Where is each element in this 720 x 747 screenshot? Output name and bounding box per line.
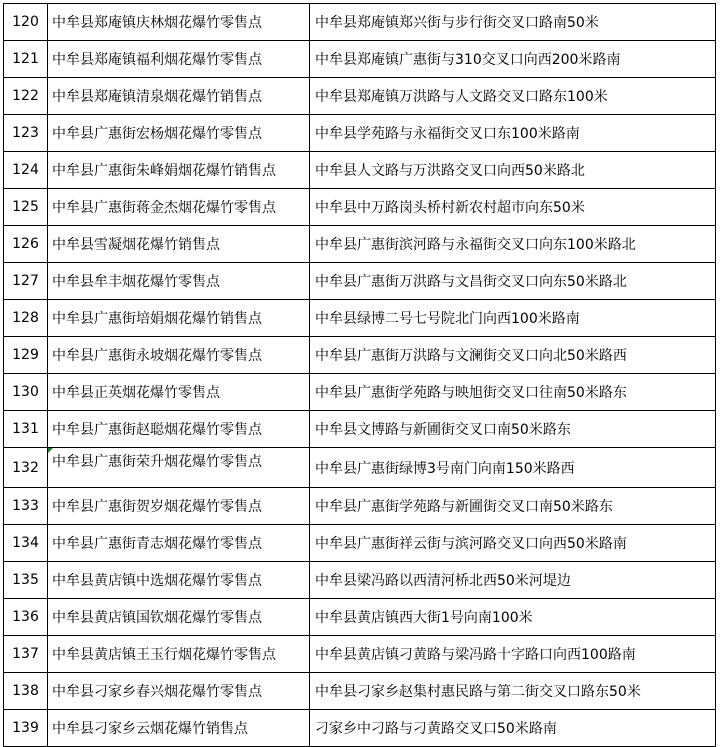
shop-address: 中牟县梁冯路以西清河桥北西50米河堤边 — [310, 562, 716, 599]
shop-address: 中牟县广惠街祥云街与滨河路交叉口向西50米路南 — [310, 525, 716, 562]
shop-name: 中牟县广惠街荣升烟花爆竹零售点 — [48, 448, 310, 488]
shop-name: 中牟县广惠街朱峰娟烟花爆竹销售点 — [48, 152, 310, 189]
shop-address: 中牟县广惠街万洪路与文昌街交叉口向东50米路北 — [310, 263, 716, 300]
shop-address: 中牟县广惠街绿博3号南门向南150米路西 — [310, 448, 716, 488]
shop-address: 中牟县刁家乡赵集村惠民路与第二街交叉口路东50米 — [310, 673, 716, 710]
shop-name: 中牟县郑庵镇福利烟花爆竹零售点 — [48, 41, 310, 78]
table-row — [4, 115, 716, 152]
table-row — [4, 374, 716, 411]
table-row — [4, 41, 716, 78]
shop-name: 中牟县广惠街赵聪烟花爆竹零售点 — [48, 411, 310, 448]
shop-name: 中牟县黄店镇王玉行烟花爆竹零售点 — [48, 636, 310, 673]
table-row — [4, 525, 716, 562]
row-number: 126 — [4, 226, 48, 263]
shop-address: 中牟县广惠街万洪路与文澜街交叉口向北50米路西 — [310, 337, 716, 374]
shop-name: 中牟县雪凝烟花爆竹销售点 — [48, 226, 310, 263]
shop-name: 中牟县郑庵镇庆林烟花爆竹零售点 — [48, 4, 310, 41]
shop-name: 中牟县正英烟花爆竹零售点 — [48, 374, 310, 411]
shop-address: 刁家乡中刁路与刁黄路交叉口50米路南 — [310, 710, 716, 747]
shop-name: 中牟县广惠街蒋金杰烟花爆竹零售点 — [48, 189, 310, 226]
row-number: 128 — [4, 300, 48, 337]
table-row — [4, 152, 716, 189]
table-row — [4, 411, 716, 448]
table-row — [4, 226, 716, 263]
row-number: 120 — [4, 4, 48, 41]
shop-address: 中牟县学苑路与永福街交叉口东100米路南 — [310, 115, 716, 152]
table-row — [4, 599, 716, 636]
table-row — [4, 636, 716, 673]
table-row — [4, 562, 716, 599]
shop-address: 中牟县郑庵镇万洪路与人文路交叉口路东100米 — [310, 78, 716, 115]
row-number: 138 — [4, 673, 48, 710]
row-number: 136 — [4, 599, 48, 636]
table-row — [4, 710, 716, 747]
shop-name: 中牟县牟丰烟花爆竹零售点 — [48, 263, 310, 300]
shop-name: 中牟县黄店镇国钦烟花爆竹零售点 — [48, 599, 310, 636]
shop-name: 中牟县刁家乡春兴烟花爆竹零售点 — [48, 673, 310, 710]
row-number: 132 — [4, 448, 48, 488]
row-number: 130 — [4, 374, 48, 411]
shop-address: 中牟县广惠街滨河路与永福街交叉口向东100米路北 — [310, 226, 716, 263]
row-number: 131 — [4, 411, 48, 448]
shop-name: 中牟县刁家乡云烟花爆竹销售点 — [48, 710, 310, 747]
row-number: 123 — [4, 115, 48, 152]
shop-name: 中牟县广惠街永坡烟花爆竹零售点 — [48, 337, 310, 374]
shop-address: 中牟县郑庵镇广惠街与310交叉口向西200米路南 — [310, 41, 716, 78]
table-row — [4, 78, 716, 115]
shop-address: 中牟县郑庵镇郑兴街与步行街交叉口路南50米 — [310, 4, 716, 41]
row-number: 129 — [4, 337, 48, 374]
row-number: 125 — [4, 189, 48, 226]
table-row — [4, 337, 716, 374]
row-number: 121 — [4, 41, 48, 78]
shop-address: 中牟县广惠街学苑路与新圃街交叉口南50米路东 — [310, 488, 716, 525]
shop-name: 中牟县广惠街宏杨烟花爆竹零售点 — [48, 115, 310, 152]
row-number: 122 — [4, 78, 48, 115]
shop-address: 中牟县广惠街学苑路与映旭街交叉口往南50米路东 — [310, 374, 716, 411]
shop-address: 中牟县黄店镇西大街1号向南100米 — [310, 599, 716, 636]
row-number: 137 — [4, 636, 48, 673]
shop-address: 中牟县黄店镇刁黄路与梁冯路十字路口向西100路南 — [310, 636, 716, 673]
row-number: 135 — [4, 562, 48, 599]
table-row — [4, 263, 716, 300]
row-number: 134 — [4, 525, 48, 562]
cell-comment-marker — [48, 448, 53, 453]
row-number: 139 — [4, 710, 48, 747]
retail-point-table — [3, 3, 716, 747]
table-row — [4, 189, 716, 226]
shop-address: 中牟县中万路岗头桥村新农村超市向东50米 — [310, 189, 716, 226]
shop-address: 中牟县文博路与新圃街交叉口南50米路东 — [310, 411, 716, 448]
shop-name: 中牟县黄店镇中选烟花爆竹零售点 — [48, 562, 310, 599]
table-row — [4, 488, 716, 525]
row-number: 124 — [4, 152, 48, 189]
row-number: 133 — [4, 488, 48, 525]
row-number: 127 — [4, 263, 48, 300]
shop-name: 中牟县广惠街培娟烟花爆竹销售点 — [48, 300, 310, 337]
table-row — [4, 4, 716, 41]
table-row — [4, 448, 716, 488]
shop-address: 中牟县人文路与万洪路交叉口向西50米路北 — [310, 152, 716, 189]
table-row — [4, 673, 716, 710]
shop-name: 中牟县郑庵镇清泉烟花爆竹销售点 — [48, 78, 310, 115]
shop-name: 中牟县广惠街青志烟花爆竹零售点 — [48, 525, 310, 562]
table-row — [4, 300, 716, 337]
shop-address: 中牟县绿博二号七号院北门向西100米路南 — [310, 300, 716, 337]
shop-name: 中牟县广惠街贺岁烟花爆竹零售点 — [48, 488, 310, 525]
